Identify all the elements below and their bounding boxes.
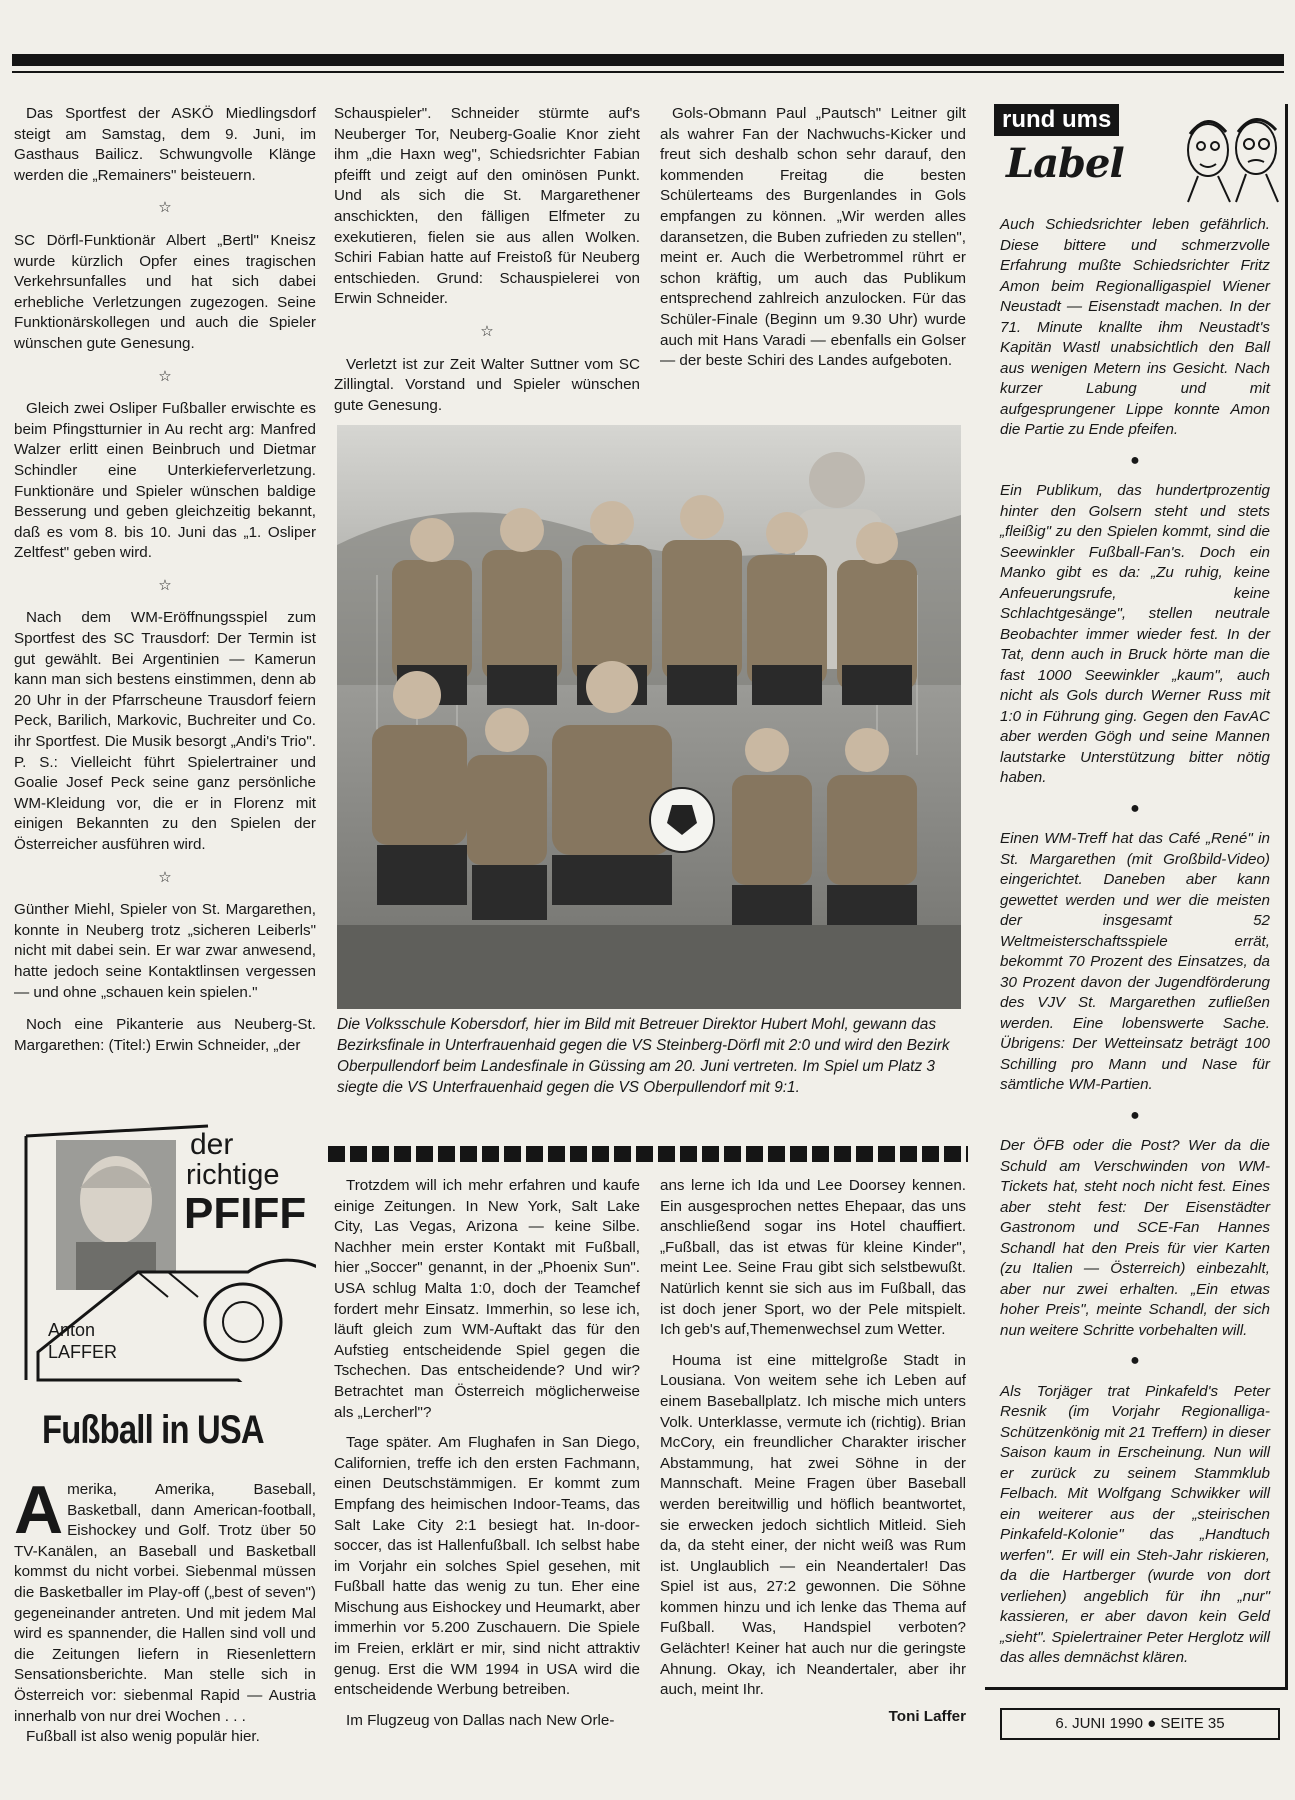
- sidebar-item: Der ÖFB oder die Post? Wer da die Schuld am Verschwinden von WM-Tickets hat, steht noch nicht fest. Eines aber steht fest: Der Eisenstädter Gastronom und SCE-Fan Hannes Schandl hat den Preis für vier Karten (zu Italien — Österreich) einbezahlt, aber nur zwei erhalten. „Ein etwas hoher Preis", meinte Schandl, der sich nun weitere Schritte vorbehalten will.: [1000, 1137, 1270, 1339]
- bullet-separator-icon: ●: [1130, 1106, 1140, 1124]
- page-footer: 6. JUNI 1990 ● SEITE 35: [1000, 1708, 1280, 1740]
- article-paragraph: Tage später. Am Flughafen in San Diego, Californien, treffe ich den ersten Fachmann, einen Deutschstämmigen. Er kommt zum Empfang des heimischen Indoor-Teams, das Salt Lake City 2:1 besiegt hat. In-door-soccer, das ist Hallenfußball. Ich selbst habe im Vorjahr ein solches Spiel gesehen, mit Fußball hatte das wenig zu tun. Eher eine Mischung aus Eishockey und Heumarkt, aber immerhin vor 5.200 Zuschauern. Die Spiele im Freien, erklärt er mir, sind nicht attraktiv genug. Erst die WM 1994 in USA wird die entscheidende Werbung betreiben.: [334, 1434, 640, 1699]
- sidebar-column: [1000, 215, 1270, 1669]
- news-item: SC Dörfl-Funktionär Albert „Bertl" Kneisz wurde kürzlich Opfer eines tragischen Verkehrsunfalles und hat sich dabei erhebliche Verletzungen zugezogen. Seine Funktionärskollegen und auch die Spieler wünschen gute Genesung.: [14, 231, 316, 352]
- drop-cap: A: [14, 1472, 64, 1548]
- article-paragraph: Amerika, Amerika, Baseball, Basketball, dann American-football, Eishockey und Golf. Trotz über 50 TV-Kanälen, an Baseball und Basketball kommst du nicht vorbei. Siebenmal müssen die Basketballer im Play-off („best of seven") gegeneinander antreten. Und mit jedem Mal wird es spannender, die Hallen sind voll und die Zeitungen liefern in Riesenlettern Sensationsberichte. Man stelle sich in Österreich vor: siebenmal Rapid — Austria innerhalb von nur drei Wochen . . .: [14, 1472, 316, 1725]
- author-signature: Toni Laffer: [888, 1707, 966, 1725]
- news-item: Nach dem WM-Eröffnungsspiel zum Sportfest des SC Trausdorf: Der Termin ist gut gewählt. Bei Argentinien — Kamerun kann man sich bestens einstimmen, denn ab 20 Uhr in der Pfarrscheune Trausdorf feiern Peck, Barilich, Markovic, Buchreiter und Co. ihr Sportfest. Die Musik besorgt „Andi's Trio". P. S.: Vielleicht führt Spielertrainer und Goalie Josef Peck seine ganz persönliche WM-Kleidung vor, die er in Florenz mit einigen Bekannten zu den Spielen der Österreicher ausführen wird.: [14, 609, 316, 853]
- article-headline: Fußball in USA: [42, 1408, 264, 1452]
- article-paragraph: Im Flugzeug von Dallas nach New Orle-: [346, 1711, 615, 1729]
- article-column-1: [14, 1472, 316, 1748]
- team-photo: [337, 425, 961, 1009]
- article-paragraph: ans lerne ich Ida und Lee Doorsey kennen. Ein ausgesprochen nettes Ehepaar, das uns anschließend sogar ins Hotel chauffiert. „Fußball, das ist etwas für kleine Kinder", meint Lee. Seine Frau gibt sich selstbewußt. Natürlich kennt sie sich aus im Fußball, das ist doch jener Sport, wo der Pele mitspielt. Ich geb's auf,Themenwechsel zum Wetter.: [660, 1177, 966, 1339]
- star-separator-icon: ☆: [158, 868, 172, 886]
- news-item: Schauspieler". Schneider stürmte auf's Neuberger Tor, Neuberg-Goalie Knor zieht ihm „die Haxn weg", Schiedsrichter Fabian pfeifft und zeigt auf den ominösen Punkt. Und als sich die St. Margarethener anschickten, den fälligen Elfmeter zu exekutieren, fielen sie aus allen Wolken. Schiri Fabian hatte auf Freistoß für Neuberg entschieden. Grund: Schauspielerei von Erwin Schneider.: [334, 105, 640, 308]
- logo-word-pfiff: PFIFF: [184, 1189, 307, 1238]
- star-separator-icon: ☆: [158, 576, 172, 594]
- news-item: Noch eine Pikanterie aus Neuberg-St. Margarethen: (Titel:) Erwin Schneider, „der: [14, 1016, 316, 1054]
- sidebar-header: [988, 104, 1284, 204]
- top-rule: [12, 54, 1284, 66]
- column-2: [334, 104, 640, 416]
- star-separator-icon: ☆: [480, 322, 494, 340]
- photo-caption: Die Volksschule Kobersdorf, hier im Bild mit Betreuer Direktor Hubert Mohl, gewann das Bezirksfinale in Unterfrauenhaid gegen die VS Steinberg-Dörfl mit 2:0 und wird den Bezirk Oberpullendorf beim Landesfinale in Güssing am 20. Juni vertreten. Im Spiel um Platz 3 siegte die VS Unterfrauenhaid gegen die VS Oberpullendorf mit 9:1.: [337, 1016, 950, 1096]
- sidebar-item: Ein Publikum, das hundertprozentig hinter den Golsern steht und stets „fleißig" zu den Spielen kommt, sind die Seewinkler Fußball-Fan's. Doch ein Manko gibt es da: „Zu ruhig, keine Anfeuerungsrufe, keine Schlachtgesänge", stellen neutrale Beobachter immer wieder fest. In der Tat, denn auch in Bruck hörte man die fast 1000 Seewinkler „kaum", auch nicht als Gols durch Werner Russ mit 1:0 in Führung ging. Gegen den FavAC aber werden Gögh und seine Mannen lautstarke Unterstützung bitter nötig haben.: [1000, 482, 1270, 786]
- column-3: [660, 104, 966, 372]
- sidebar-item: Als Torjäger trat Pinkafeld's Peter Resnik (im Vorjahr Regionalliga-Schützenkönig mit 21 Treffern) in dieser Saison kaum in Erscheinung. Nun will er zurück zu seinem Stammklub Felbach. Mit Wolfgang Schwikker will ein weiterer aus der „steirischen Pinkafeld-Kolonie" das „Handtuch werfen". Er will ein Steh-Jahr riskieren, da die Hartberger (wurde von dort verliehen) angeblich für ihn „nur" kassieren, er aber davon kein Geld „sieht". Spielertrainer Peter Herglotz will das alles demnächst klären.: [1000, 1382, 1270, 1666]
- news-item: Verletzt ist zur Zeit Walter Suttner vom SC Zillingtal. Vorstand und Spieler wünschen gute Genesung.: [334, 355, 640, 414]
- sidebar-logo-text: Label: [1006, 140, 1124, 187]
- star-separator-icon: ☆: [158, 199, 172, 217]
- bullet-separator-icon: ●: [1130, 451, 1140, 469]
- column-logo-pfiff: [18, 1122, 316, 1382]
- article-column-2: [334, 1176, 640, 1731]
- star-separator-icon: ☆: [158, 367, 172, 385]
- article-paragraph: Houma ist eine mittelgroße Stadt in Lousiana. Von weitem sehe ich Leben auf einem Baseballplatz. Ich mische mich unters Volk. Unterklasse, vermute ich (richtig). Brian McCory, ein freundlicher Charakter irischer Abstammung, hat zwei Söhne in der Mannschaft. Meine Fragen über Baseball werden bereitwillig und höflich beantwortet, sie erwecken jedoch sichtlich Mitleid. Sieh da, da steht einer, der nicht weiß was Rum ist. Unglaublich — ein Neandertaler! Das Spiel ist aus, 27:2 gewonnen. Die Söhne kommen hinzu und ich lenke das Thema auf Fußball. Was, Handspiel verboten? Gelächter! Keiner hat auch nur die geringste Ahnung. Okay, ich Neandertaler, aber ihr auch, meint Ihr.: [660, 1351, 966, 1699]
- column-1: [14, 104, 316, 1056]
- news-item: Das Sportfest der ASKÖ Miedlingsdorf steigt am Samstag, dem 9. Juni, im Gasthaus Bailicz. Schwungvolle Klänge werden die „Remainers" beisteuern.: [14, 105, 316, 184]
- sidebar-item: Auch Schiedsrichter leben gefährlich. Diese bittere und schmerzvolle Erfahrung mußte Schiedsrichter Fritz Amon beim Regionalligaspiel Wiener Neustadt — Eisenstadt machen. In der 71. Minute knallte ihm Neustadt's Kapitän Wastl unabsichtlich den Ball aus wenigen Metern ins Gesicht. Nach kurzer Labung und mit aufgesprungener Lippe konnte Amon die Partie zu Ende pfeifen.: [1000, 216, 1270, 438]
- article-paragraph: Trotzdem will ich mehr erfahren und kaufe einige Zeitungen. In New York, Salt Lake City, Las Vegas, Arizona — keine Silbe. Nachher mein erster Kontakt mit Fußball, hier „Soccer" genannt, in der „Phoenix Sun". USA schlug Malta 1:0, doch der Teamchef fordert mehr Einsatz. Immerhin, so lese ich, läuft gleich zum WM-Auftakt das für den Aufstieg entscheidende Spiel gegen die Tschechen. Das entscheidende? Und wir? Betrachtet man Österreich möglicherweise als „Lercherl"?: [334, 1177, 640, 1421]
- top-thin-rule: [12, 71, 1284, 73]
- article-column-3: [660, 1176, 966, 1727]
- logo-word-der: der: [190, 1128, 234, 1161]
- author-first-name: Anton: [48, 1320, 96, 1340]
- sidebar-item: Einen WM-Treff hat das Café „René" in St. Margarethen (mit Großbild-Video) eingerichtet. Daneben aber kann gewettet werden und wer die meisten der insgesamt 52 Weltmeisterschaftsspiele errät, bekommt 70 Prozent des Einsatzes, da 30 Prozent davon der Jugendförderung des VJV St. Margarethen zufließen werden. Eine lobenswerte Sache. Übrigens: Der Wetteinsatz beträgt 100 Schilling pro Mann und Nase für sämtliche WM-Partien.: [1000, 830, 1270, 1093]
- bullet-separator-icon: ●: [1130, 1352, 1140, 1369]
- logo-word-richtige: richtige: [186, 1159, 280, 1191]
- author-last-name: LAFFER: [48, 1342, 118, 1362]
- dashed-separator-bar: [328, 1146, 968, 1162]
- news-item: Gols-Obmann Paul „Pautsch" Leitner gilt als wahrer Fan der Nachwuchs-Kicker und freut sich deshalb schon sehr darauf, den kommenden Freitag die besten Schülerteams des Burgenlandes in Gols empfangen zu können. „Wir werden alles daransetzen, die Buben zufrieden zu stellen", meint er. Auch die Werbetrommel rührt er schon kräftig, um auch das Publikum entsprechend zahlreich anzulocken. Für das Schüler-Finale (Beginn um 9.30 Uhr) wurde auch mit Hans Varadi — ebenfalls ein Golser — der beste Schiri des Landes aufgeboten.: [660, 105, 966, 370]
- bullet-separator-icon: ●: [1130, 799, 1140, 817]
- sidebar-title: rund ums: [994, 104, 1119, 136]
- article-paragraph: Fußball ist also wenig populär hier.: [26, 1728, 260, 1746]
- news-item: Günther Miehl, Spieler von St. Margarethen, konnte in Neuberg trotz „sicheren Leiberls" nicht mit dabei sein. Er war zwar anwesend, hatte jedoch seine Kontaktlinsen vergessen — und ohne „schauen kein spielen.": [14, 901, 316, 1001]
- news-item: Gleich zwei Osliper Fußballer erwischte es beim Pfingstturnier in Au recht arg: Manfred Walzer erlitt einen Beinbruch und Dietmar Schindler eine Unterkieferverletzung. Funktionäre und Spieler wünschen baldige Besserung und geben gleichzeitig bekannt, daß es vom 8. bis 10. Juni das „1. Osliper Zeltfest" geben wird.: [14, 400, 316, 562]
- cartoon-faces-icon: [1178, 104, 1284, 204]
- team-photo-graphic: [337, 425, 961, 1009]
